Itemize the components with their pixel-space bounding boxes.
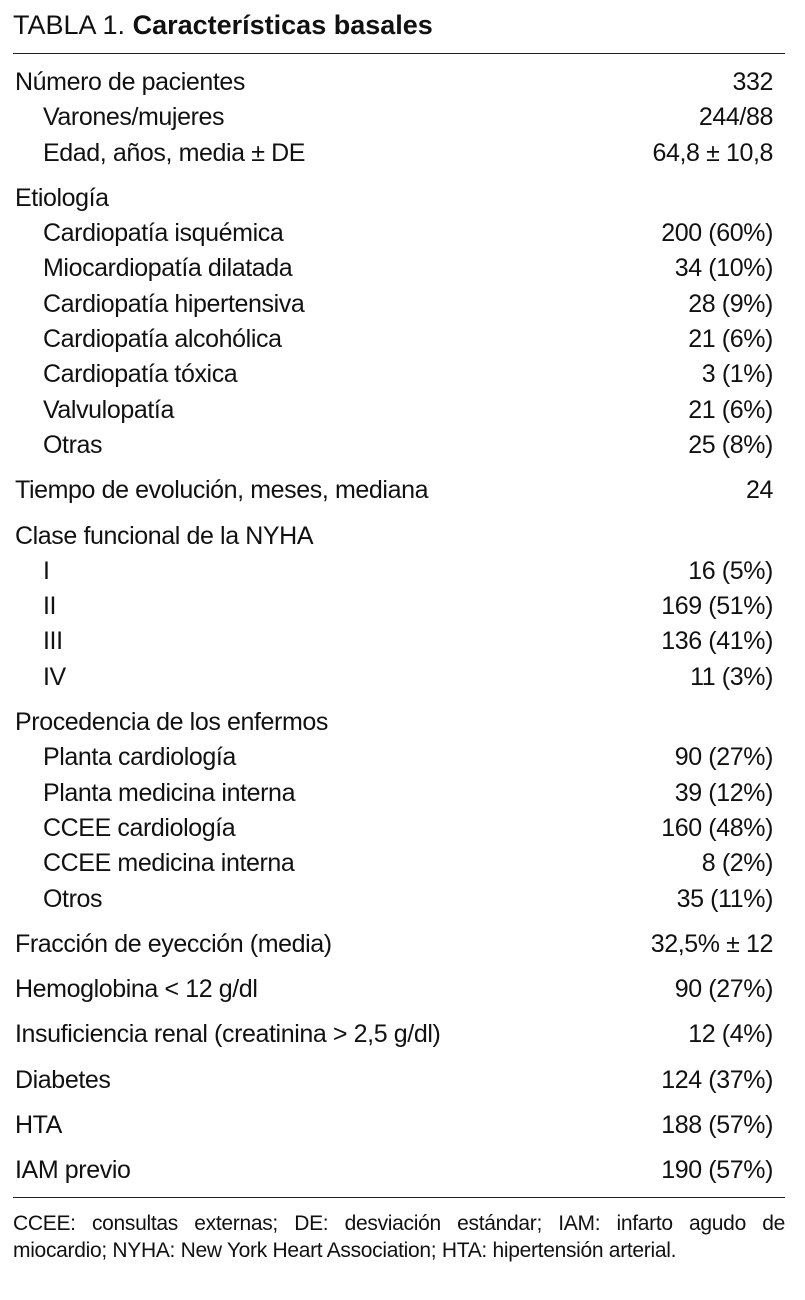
row-label: Diabetes	[15, 1065, 111, 1094]
row-label: CCEE cardiología	[43, 813, 236, 842]
table-row	[13, 846, 785, 881]
row-label: Tiempo de evolución, meses, mediana	[15, 476, 429, 505]
row-value: 12 (4%)	[688, 1020, 773, 1049]
row-value: 11 (3%)	[690, 662, 773, 691]
table-row	[13, 463, 785, 508]
row-value: 39 (12%)	[674, 778, 773, 807]
row-label: Planta medicina interna	[43, 778, 296, 807]
row-label: Clase funcional de la NYHA	[15, 521, 314, 550]
row-value: 8 (2%)	[701, 849, 773, 878]
table-row	[13, 322, 785, 357]
row-label: Hemoglobina < 12 g/dl	[15, 975, 258, 1004]
table-title	[13, 6, 433, 44]
table-row	[13, 811, 785, 846]
row-value: 32,5% ± 12	[650, 929, 773, 958]
table-row	[13, 428, 785, 463]
row-label: Cardiopatía tóxica	[43, 360, 238, 389]
row-value: 28 (9%)	[688, 289, 773, 318]
table-row	[13, 1007, 785, 1052]
row-value: 3 (1%)	[701, 360, 773, 389]
row-value	[600, 695, 785, 740]
table-row	[13, 393, 785, 428]
row-label: Edad, años, media ± DE	[43, 138, 306, 167]
row-label: Procedencia de los enfermos	[15, 708, 328, 737]
table-row	[13, 695, 785, 740]
table-row	[13, 357, 785, 392]
table-row	[13, 740, 785, 775]
table-footnote: CCEE: consultas externas; DE: desviación estándar; IAM: infarto agudo de miocardio; NYHA: New York Heart Association; HTA: hipertensión arterial.	[13, 1212, 785, 1262]
row-label: Varones/mujeres	[43, 103, 225, 132]
table-row	[13, 1143, 785, 1188]
table-row	[13, 660, 785, 695]
table-row	[13, 287, 785, 322]
row-value: 24	[745, 476, 773, 505]
row-value: 21 (6%)	[688, 395, 773, 424]
row-label: Fracción de eyección (media)	[15, 929, 332, 958]
row-value: 332	[732, 68, 773, 96]
row-value: 90 (27%)	[674, 975, 773, 1004]
table-row	[13, 589, 785, 624]
row-label: I	[43, 556, 50, 585]
row-label: III	[43, 627, 63, 656]
row-label: II	[43, 592, 57, 621]
row-value: 190 (57%)	[661, 1156, 773, 1185]
table-name: Características basales	[132, 10, 433, 40]
row-value: 136 (41%)	[661, 627, 773, 656]
row-value: 124 (37%)	[661, 1065, 773, 1094]
table-row	[13, 65, 785, 100]
table-row	[13, 776, 785, 811]
row-label: Otros	[43, 884, 103, 913]
table-row	[13, 171, 785, 216]
row-label: Cardiopatía isquémica	[43, 219, 284, 248]
row-value: 200 (60%)	[661, 219, 773, 248]
row-label: IAM previo	[15, 1156, 131, 1185]
row-value: 160 (48%)	[661, 813, 773, 842]
row-label: HTA	[15, 1111, 62, 1140]
table-row	[13, 509, 785, 554]
row-label: CCEE medicina interna	[43, 849, 295, 878]
table-row	[13, 962, 785, 1007]
row-value	[600, 509, 785, 554]
row-label: Planta cardiología	[43, 743, 236, 772]
table-row	[13, 1098, 785, 1143]
row-label: Cardiopatía hipertensiva	[43, 289, 305, 318]
bottom-rule	[13, 1197, 785, 1198]
row-value	[600, 171, 785, 216]
table-row	[13, 917, 785, 962]
table-row	[13, 1053, 785, 1098]
table-row	[13, 251, 785, 286]
characteristics-table	[13, 65, 785, 1189]
row-value: 90 (27%)	[674, 743, 773, 772]
row-value: 35 (11%)	[676, 884, 773, 913]
row-value: 34 (10%)	[674, 254, 773, 283]
row-value: 188 (57%)	[661, 1111, 773, 1140]
row-label: Otras	[43, 430, 103, 459]
table-row	[13, 100, 785, 135]
row-label: Número de pacientes	[15, 68, 246, 96]
row-value: 169 (51%)	[661, 592, 773, 621]
table-row	[13, 216, 785, 251]
row-label: Miocardiopatía dilatada	[43, 254, 293, 283]
row-value: 21 (6%)	[688, 325, 773, 354]
row-value: 16 (5%)	[688, 556, 773, 585]
row-label: Valvulopatía	[43, 395, 174, 424]
row-label: Etiología	[15, 183, 109, 212]
table-row	[13, 882, 785, 917]
top-rule	[13, 53, 785, 54]
row-value: 25 (8%)	[688, 430, 773, 459]
row-value: 64,8 ± 10,8	[652, 138, 773, 167]
row-value: 244/88	[698, 103, 773, 132]
table-row	[13, 136, 785, 171]
table-body	[13, 65, 785, 1189]
table-row	[13, 624, 785, 659]
row-label: Insuficiencia renal (creatinina > 2,5 g/dl)	[15, 1020, 441, 1049]
row-label: IV	[43, 662, 66, 691]
row-label: Cardiopatía alcohólica	[43, 325, 282, 354]
table-row	[13, 554, 785, 589]
table-number: TABLA 1.	[13, 10, 126, 40]
